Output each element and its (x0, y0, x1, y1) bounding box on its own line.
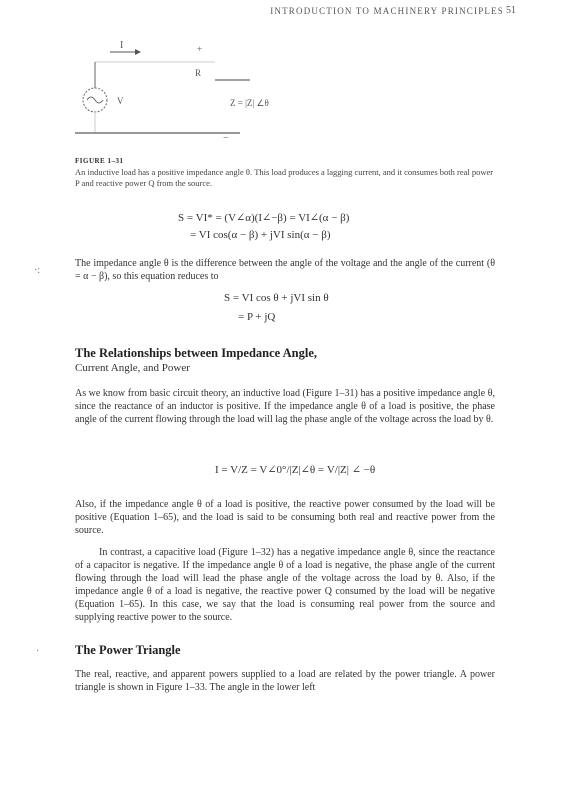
section-heading-impedance-angle: The Relationships between Impedance Angle, (75, 346, 318, 360)
paragraph-1: The impedance angle θ is the difference between the angle of the voltage and the angle of the current (θ = α − β), so this equation reduces to (75, 258, 495, 282)
equation-2-line-2: = P + jQ (238, 311, 276, 323)
source-voltage-label: V (117, 96, 124, 106)
figure-caption-label: FIGURE 1–31 (75, 157, 124, 165)
section-heading-power-triangle: The Power Triangle (75, 643, 181, 657)
current-arrow-head (135, 49, 141, 55)
minus-label: − (223, 133, 229, 144)
paragraph-3: Also, if the impedance angle θ of a load is positive, the reactive power consumed by the load will be positive (Equation 1–65), and the load is said to be consuming both real and reactive power from the source. (75, 499, 495, 536)
load-impedance-label: Z = |Z| ∠θ (230, 98, 269, 108)
figure-caption: An inductive load has a positive impedance angle θ. This load produces a lagging current, and it consumes both real power P and reactive power Q from the source. (75, 167, 494, 188)
page-number: 51 (506, 5, 516, 16)
load-resistor-label: R (195, 68, 202, 78)
margin-mark: ·: (34, 265, 41, 276)
equation-2-line-1: S = VI cos θ + jVI sin θ (224, 292, 329, 304)
paragraph-2: As we know from basic circuit theory, an inductive load (Figure 1–31) has a positive impedance angle θ, since the reactance of an inductor is positive. If the impedance angle θ of a load is positive, the phase angle of the current flowing through the load will lag the phase angle of the voltage across the load by θ. (75, 388, 495, 425)
margin-mark-2: · (36, 646, 40, 657)
circuit-figure (65, 38, 365, 148)
equation-3: I = V/Z = V∠0°/|Z|∠θ = V/|Z| ∠ −θ (215, 464, 376, 476)
ac-wave (87, 97, 103, 103)
current-label: I (120, 40, 124, 51)
paragraph-5: The real, reactive, and apparent powers supplied to a load are related by the power triangle. A power triangle is shown in Figure 1–33. The angle in the lower left (75, 669, 495, 693)
section-subheading: Current Angle, and Power (75, 362, 190, 374)
plus-label: + (197, 44, 203, 54)
running-header: INTRODUCTION TO MACHINERY PRINCIPLES (270, 6, 504, 16)
paragraph-4: In contrast, a capacitive load (Figure 1–32) has a negative impedance angle θ, since the reactance of a capacitor is negative. If the impedance angle θ of a load is negative, the phase angle of the current flowing through the load will lead the phase angle of the voltage across the load by θ. Also, if the impedance angle θ of a load is negative, the reactive power Q consumed by the load will be negative (Equation 1–65). In this case, we say that the load is consuming real power from the source and supplying reactive power to the source. (75, 547, 495, 623)
equation-1-line-1: S = VI* = (V∠α)(I∠−β) = VI∠(α − β) (178, 212, 350, 224)
equation-1-line-2: = VI cos(α − β) + jVI sin(α − β) (190, 229, 331, 241)
